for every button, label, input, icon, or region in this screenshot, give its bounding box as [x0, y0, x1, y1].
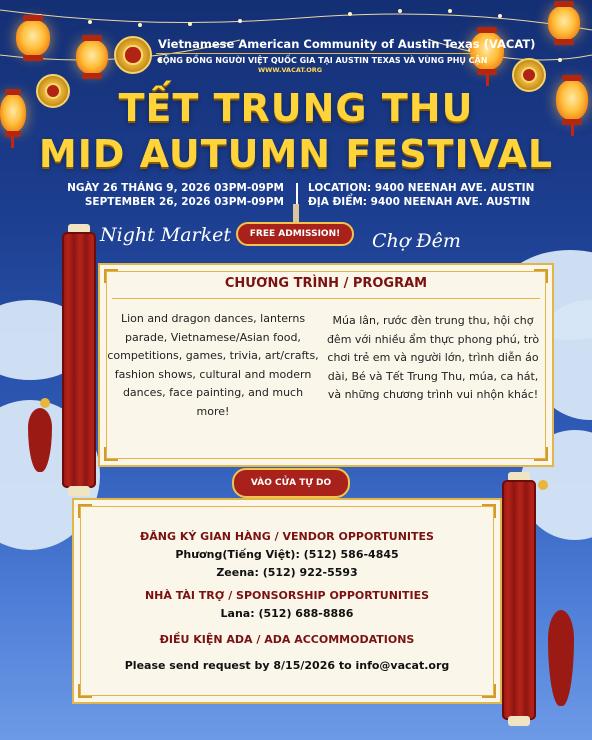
org-name-vi: CỘNG ĐỒNG NGƯỜI VIỆT QUỐC GIA TẠI AUSTIN TEXAS VÀ VÙNG PHỤ CẬN [157, 56, 488, 65]
panel-corner [534, 447, 548, 461]
vendor-title: ĐĂNG KÝ GIAN HÀNG / VENDOR OPPORTUNITES [140, 530, 434, 543]
sponsor-contact-lana: Lana: (512) 688-8886 [220, 607, 354, 620]
lantern-tassel-icon [486, 74, 489, 86]
vao-cua-tu-do-badge: VÀO CỬA TỰ DO [232, 468, 350, 498]
tassel-bead-icon [40, 398, 50, 408]
scroll-roller-left [62, 232, 96, 488]
vendor-contact-phuong: Phương(Tiếng Việt): (512) 586-4845 [175, 548, 399, 561]
lantern-icon [548, 6, 580, 40]
tassel-bead-icon [538, 480, 548, 490]
program-description-vi: Múa lân, rước đèn trung thu, hội chợ đêm với nhiều ẩm thực phong phú, trò chơi trẻ em và người lớn, trình diễn áo dài, Bé và Tết Trung Thu, múa, ca hát, và những chương trình vui nhộn khác! [326, 314, 540, 401]
ada-request-note[interactable]: Please send request by 8/15/2026 to info@vacat.org [124, 659, 450, 672]
vacat-logo [114, 36, 152, 74]
scroll-roller-cap [508, 716, 530, 726]
title-tet-trung-thu: TẾT TRUNG THU [118, 86, 474, 130]
program-description-en: Lion and dragon dances, lanterns parade, Vietnamese/Asian food, competitions, games, trivia, art/crafts, fashion shows, cultural and modern dances, face painting, and much more! [107, 312, 319, 418]
panel-corner [482, 504, 496, 518]
ada-title: ĐIỀU KIỆN ADA / ADA ACCOMMODATIONS [159, 633, 415, 646]
event-location-en: LOCATION: 9400 NEENAH AVE. AUSTIN [308, 182, 535, 194]
event-date-vi: NGÀY 26 THÁNG 9, 2026 03PM-09PM [67, 182, 284, 194]
panel-corner [78, 504, 92, 518]
lantern-icon [76, 40, 108, 74]
tassel-icon [548, 610, 574, 706]
scroll-roller-right [502, 480, 536, 720]
panel-corner [78, 684, 92, 698]
event-date-en: SEPTEMBER 26, 2026 03PM-09PM [84, 196, 284, 208]
scroll-roller-cap [68, 486, 90, 496]
event-location-vi: ĐỊA ĐIỂM: 9400 NEENAH AVE. AUSTIN [308, 196, 531, 208]
org-name: Vietnamese American Community of Austin Texas (VACAT) [158, 37, 536, 51]
org-website[interactable]: WWW.VACAT.ORG [258, 66, 323, 74]
vendor-contact-zeena: Zeena: (512) 922-5593 [216, 566, 358, 579]
panel-corner [482, 684, 496, 698]
program-title-rule [112, 298, 540, 299]
panel-corner [104, 447, 118, 461]
lantern-icon [16, 20, 50, 56]
title-mid-autumn-festival: MID AUTUMN FESTIVAL [38, 132, 554, 176]
program-title: CHƯƠNG TRÌNH / PROGRAM [224, 276, 428, 291]
cho-dem-label: Chợ Đêm [372, 230, 461, 252]
night-market-label: Night Market [100, 224, 232, 246]
free-admission-badge: FREE ADMISSION! [236, 222, 354, 246]
header-divider [156, 53, 474, 54]
sponsor-title: NHÀ TÀI TRỢ / SPONSORSHIP OPPORTUNITIES [144, 589, 430, 602]
